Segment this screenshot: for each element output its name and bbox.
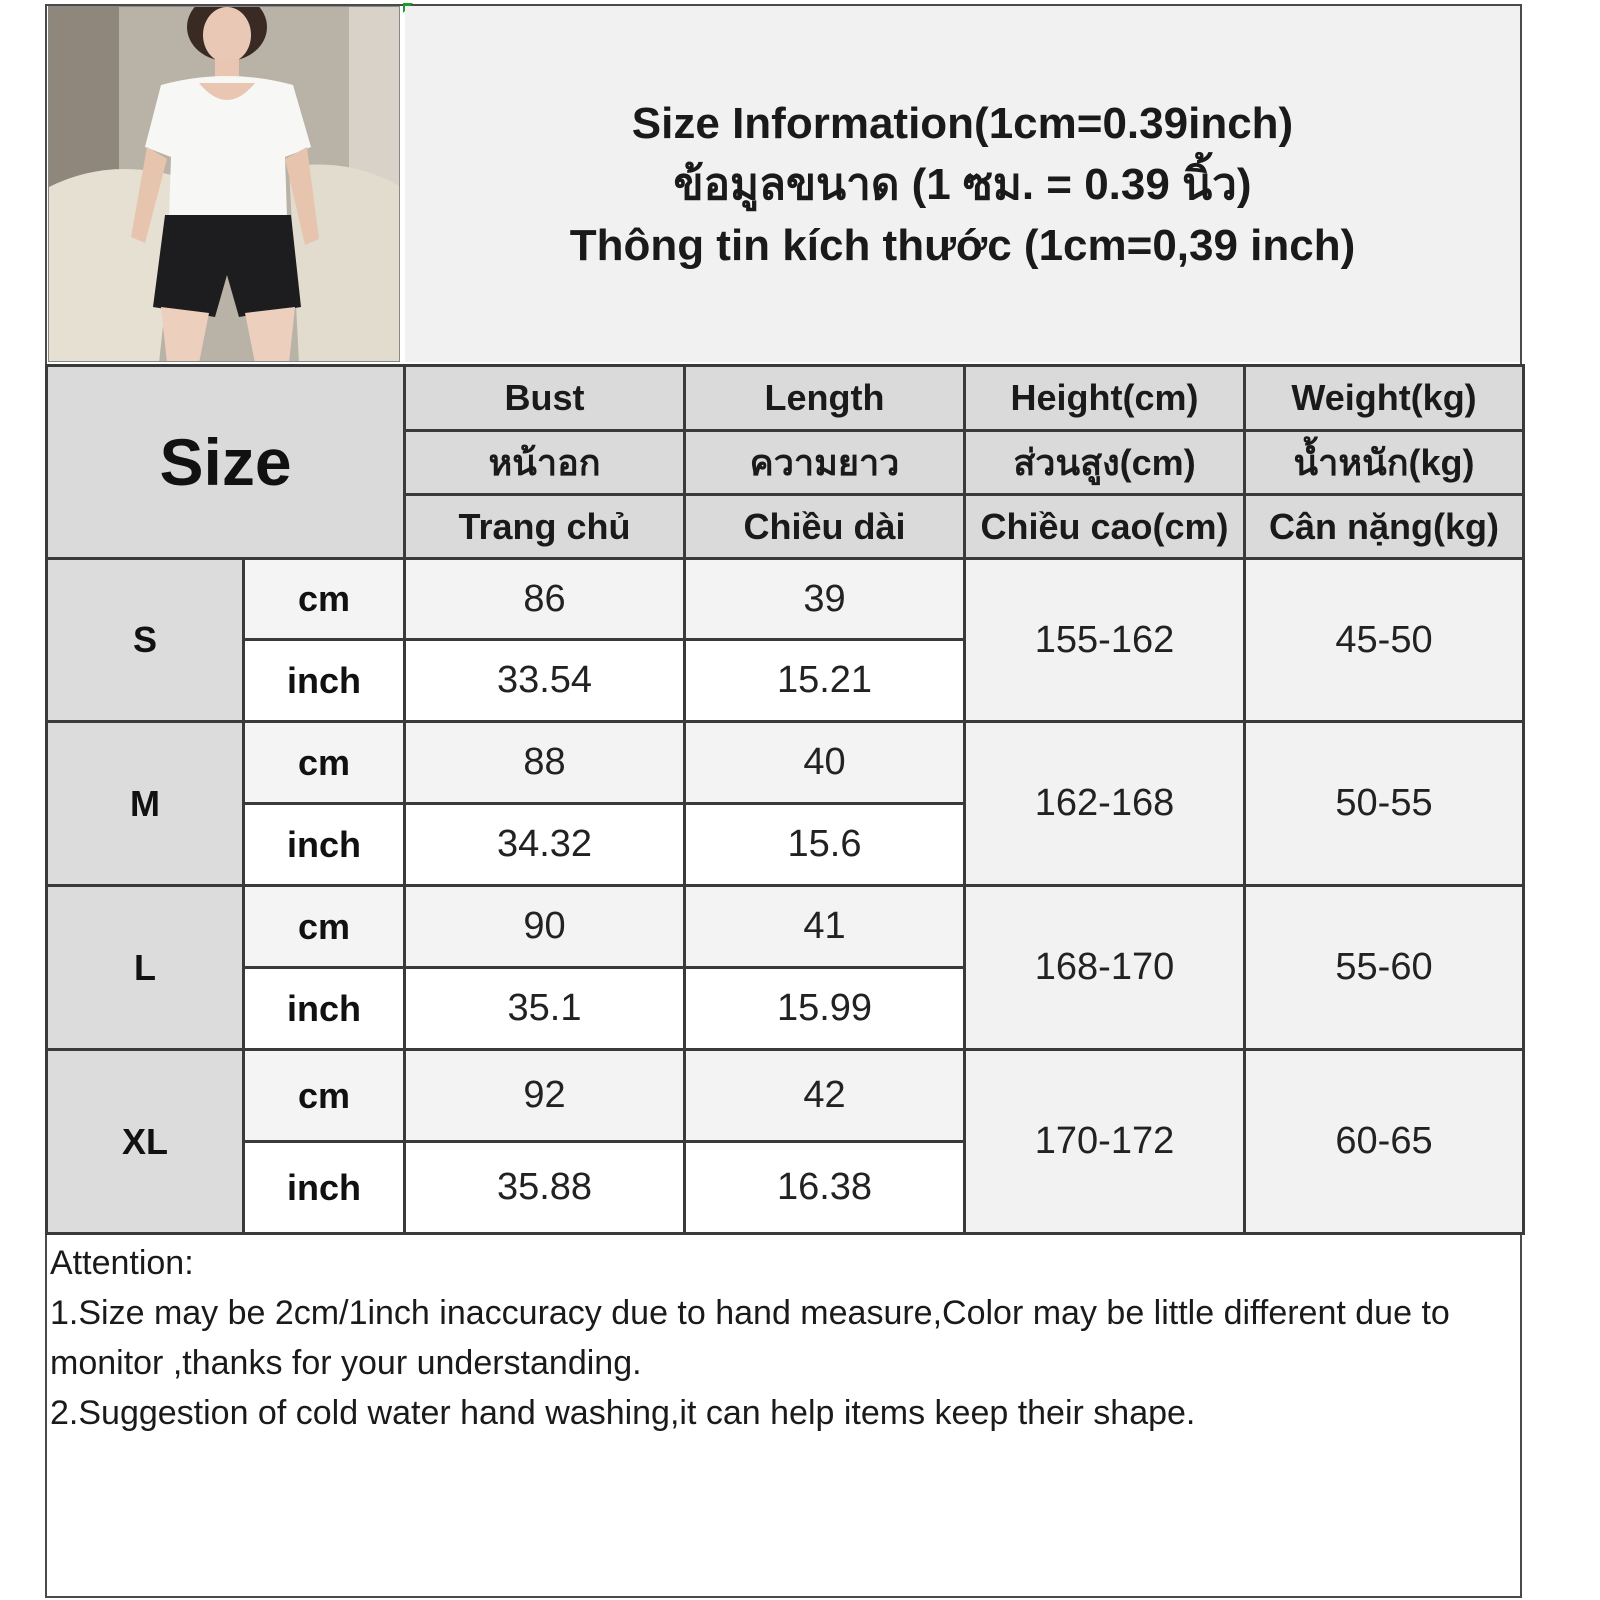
col-bust-th: หน้าอก [405,431,685,495]
bust-cm-value: 92 [405,1050,685,1142]
bust-cm-value: 90 [405,886,685,968]
col-length-vi: Chiều dài [685,495,965,559]
size-label: S [47,559,244,722]
height-range: 162-168 [965,722,1245,886]
title-vietnamese: Thông tin kích thước (1cm=0,39 inch) [569,220,1356,270]
col-height-en: Height(cm) [965,366,1245,431]
product-photo-image [49,7,400,362]
product-photo [48,6,400,362]
col-bust-vi: Trang chủ [405,495,685,559]
unit-inch: inch [244,640,405,722]
col-weight-en: Weight(kg) [1245,366,1524,431]
col-height-th: ส่วนสูง(cm) [965,431,1245,495]
col-weight-th: น้ำหนัก(kg) [1245,431,1524,495]
length-cm-value: 42 [685,1050,965,1142]
table-row [47,559,1524,640]
col-height-vi: Chiều cao(cm) [965,495,1245,559]
col-length-en: Length [685,366,965,431]
height-range: 155-162 [965,559,1245,722]
bust-inch-value: 33.54 [405,640,685,722]
attention-note-2: 2.Suggestion of cold water hand washing,it can help items keep their shape. [50,1394,1196,1432]
length-cm-value: 41 [685,886,965,968]
table-row [47,722,1524,804]
bust-cm-value: 88 [405,722,685,804]
height-range: 170-172 [965,1050,1245,1234]
length-cm-value: 40 [685,722,965,804]
length-inch-value: 15.6 [685,804,965,886]
size-header: Size [47,366,405,559]
unit-inch: inch [244,968,405,1050]
unit-cm: cm [244,886,405,968]
unit-cm: cm [244,1050,405,1142]
col-bust-en: Bust [405,366,685,431]
title-english: Size Information(1cm=0.39inch) [631,98,1294,148]
weight-range: 55-60 [1245,886,1524,1050]
weight-range: 50-55 [1245,722,1524,886]
bust-inch-value: 35.1 [405,968,685,1050]
unit-cm: cm [244,559,405,640]
weight-range: 45-50 [1245,559,1524,722]
unit-inch: inch [244,804,405,886]
bust-cm-value: 86 [405,559,685,640]
attention-heading: Attention: [50,1244,194,1282]
height-range: 168-170 [965,886,1245,1050]
unit-inch: inch [244,1142,405,1234]
header-row-english [47,366,1524,431]
attention-note-1: 1.Size may be 2cm/1inch inaccuracy due to hand measure,Color may be little different due to monitor ,thanks for your understanding. [50,1294,1450,1382]
weight-range: 60-65 [1245,1050,1524,1234]
size-label: M [47,722,244,886]
table-row [47,886,1524,968]
title-thai: ข้อมูลขนาด (1 ซม. = 0.39 นิ้ว) [673,159,1252,209]
unit-cm: cm [244,722,405,804]
bust-inch-value: 35.88 [405,1142,685,1234]
table-row [47,1050,1524,1142]
bust-inch-value: 34.32 [405,804,685,886]
length-cm-value: 39 [685,559,965,640]
size-label: XL [47,1050,244,1234]
size-info-title-box [405,6,1520,362]
size-table [45,364,1525,1235]
length-inch-value: 15.99 [685,968,965,1050]
col-weight-vi: Cân nặng(kg) [1245,495,1524,559]
length-inch-value: 16.38 [685,1142,965,1234]
attention-notes [50,1238,1515,1438]
col-length-th: ความยาว [685,431,965,495]
size-label: L [47,886,244,1050]
length-inch-value: 15.21 [685,640,965,722]
